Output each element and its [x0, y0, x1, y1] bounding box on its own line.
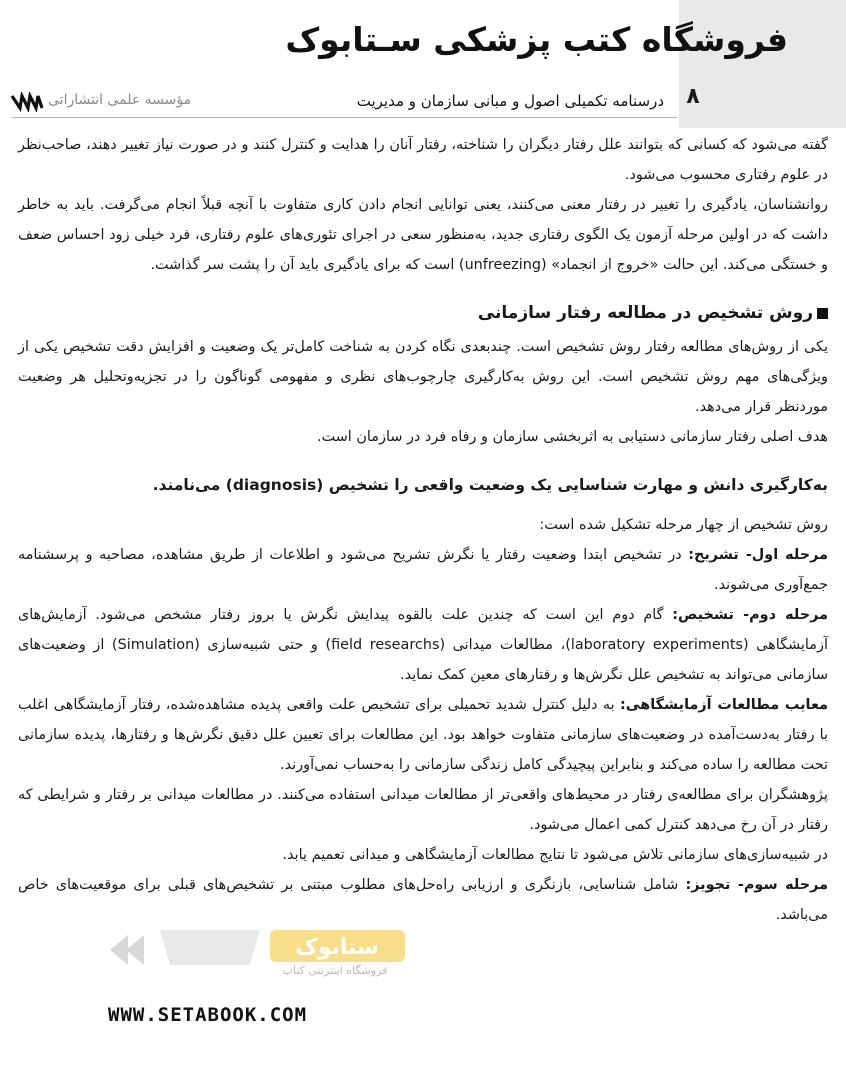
lab-disadvantages — [18, 690, 828, 780]
step-3-label: مرحله سوم- تجویز: — [685, 877, 828, 893]
intro-paragraph-2: روانشناسان، یادگیری را تغییر در رفتار معنی می‌کنند، یعنی توانایی انجام دادن کاری متفاوت با آنچه قبلاً انجام می‌گرفت. باید به خاطر داشت که در اولین مرحله آزمون یک الگوی رفتاری جدید، به‌منظور سعی در اجرای تئوری‌های علوم رفتاری، فرد خیلی زود احساس ضعف و خستگی می‌کند. این حالت «خروج از انجماد» (unfreezing) است که برای یادگیری باید آن را پشت سر گذاشت. — [18, 197, 828, 273]
diagnosis-definition: به‌کارگیری دانش و مهارت شناسایی یک وضعیت واقعی را تشخیص (diagnosis) می‌نامند. — [152, 476, 828, 494]
page-body — [18, 130, 828, 930]
step-3-text: شامل شناسایی، بازنگری و ارزیابی راه‌حل‌های مطلوب مبتنی بر تشخیص‌های قبلی برای موقعیت‌های خاص می‌باشد. — [18, 877, 828, 923]
setabook-logo-icon — [100, 920, 410, 990]
section-paragraph-1: یکی از روش‌های مطالعه رفتار روش تشخیص است. چندبعدی نگاه کردن به شناخت کامل‌تر یک وضعیت و افزایش دقت تشخیص یکی از ویژگی‌های مهم روش تشخیص است. این روش به‌کارگیری چارچوب‌های نظری و مفهومی گوناگون را در تجزیه‌وتحلیل هر وضعیت موردنظر قرار می‌دهد. — [18, 339, 828, 415]
page-number: ۸ — [686, 84, 700, 109]
section-heading-text: روش تشخیص در مطالعه رفتار سازمانی — [477, 303, 813, 323]
publisher-logo-icon — [10, 92, 44, 112]
website-url: WWW.SETABOOK.COM — [108, 1004, 308, 1026]
section-heading — [18, 298, 828, 328]
section-paragraph-2: هدف اصلی رفتار سازمانی دستیابی به اثربخشی سازمان و رفاه فرد در سازمان است. — [317, 429, 828, 445]
step-1-text: در تشخیص ابتدا وضعیت رفتار یا نگرش تشریح می‌شود و اطلاعات از طریق مشاهده، مصاحبه و پرسشنامه جمع‌آوری می‌شوند. — [18, 547, 828, 593]
header-divider — [12, 117, 677, 118]
lab-disadvantages-label: معایب مطالعات آزمایشگاهی: — [619, 697, 828, 713]
step-1 — [18, 540, 828, 600]
publisher-name: مؤسسه علمی انتشاراتی — [48, 92, 192, 108]
step-2-label: مرحله دوم- تشخیص: — [672, 607, 829, 623]
watermark — [100, 920, 410, 990]
field-studies-paragraph: پژوهشگران برای مطالعه‌ی رفتار در محیط‌های واقعی‌تر از مطالعات میدانی استفاده می‌کنند. در مطالعات میدانی بر رفتار و شرایطی که رفتار در آن رخ می‌دهد کنترل کمی اعمال می‌شود. — [18, 787, 828, 833]
step-2 — [18, 600, 828, 690]
simulation-paragraph: در شبیه‌سازی‌های سازمانی تلاش می‌شود تا نتایج مطالعات آزمایشگاهی و میدانی تعمیم یابد. — [282, 847, 828, 863]
intro-paragraph-1: گفته می‌شود که کسانی که بتوانند علل رفتار دیگران را شناخته، رفتار آنان را هدایت و کنترل کنند و در صورت نیاز تغییر دهند، صاحب‌نظر در علوم رفتاری محسوب می‌شود. — [18, 137, 828, 183]
step-1-label: مرحله اول- تشریح: — [688, 547, 828, 563]
square-bullet-icon — [817, 308, 828, 319]
step-2-text: گام دوم این است که چندین علت بالقوه پیدایش نگرش یا بروز رفتار مشخص می‌شود. آزمایش‌های آزمایشگاهی (laboratory experiments)، مطالعات میدانی (field researchs) و حتی شبیه‌سازی (Simulation) از وضعیت‌های سازمانی می‌تواند به تشخیص علل نگرش‌ها و رفتارهای معین کمک نماید. — [18, 607, 828, 683]
steps-intro: روش تشخیص از چهار مرحله تشکیل شده است: — [539, 517, 828, 533]
store-title: فروشگاه کتب پزشکی سـتابوک — [285, 20, 788, 59]
lab-disadvantages-text: به دلیل کنترل شدید تحمیلی برای تشخیص علت واقعی پدیده مشاهده‌شده، رفتار آزمایشگاهی اغلب با رفتار به‌دست‌آمده در وضعیت‌های سازمانی متفاوت خواهد بود. این مطالعات برای تعیین علل دقیق نگرش‌ها و رفتارها، پدیده سازمانی تحت مطالعه را ساده می‌کند و بنابراین پیچیدگی کامل زندگی سازمانی را به‌حساب نمی‌آورند. — [18, 697, 828, 773]
book-title: درسنامه تکمیلی اصول و مبانی سازمان و مدیریت — [356, 92, 664, 110]
watermark-brand: ستابوک — [295, 935, 379, 960]
watermark-subtitle: فروشگاه اینترنتی کتاب — [282, 964, 388, 977]
